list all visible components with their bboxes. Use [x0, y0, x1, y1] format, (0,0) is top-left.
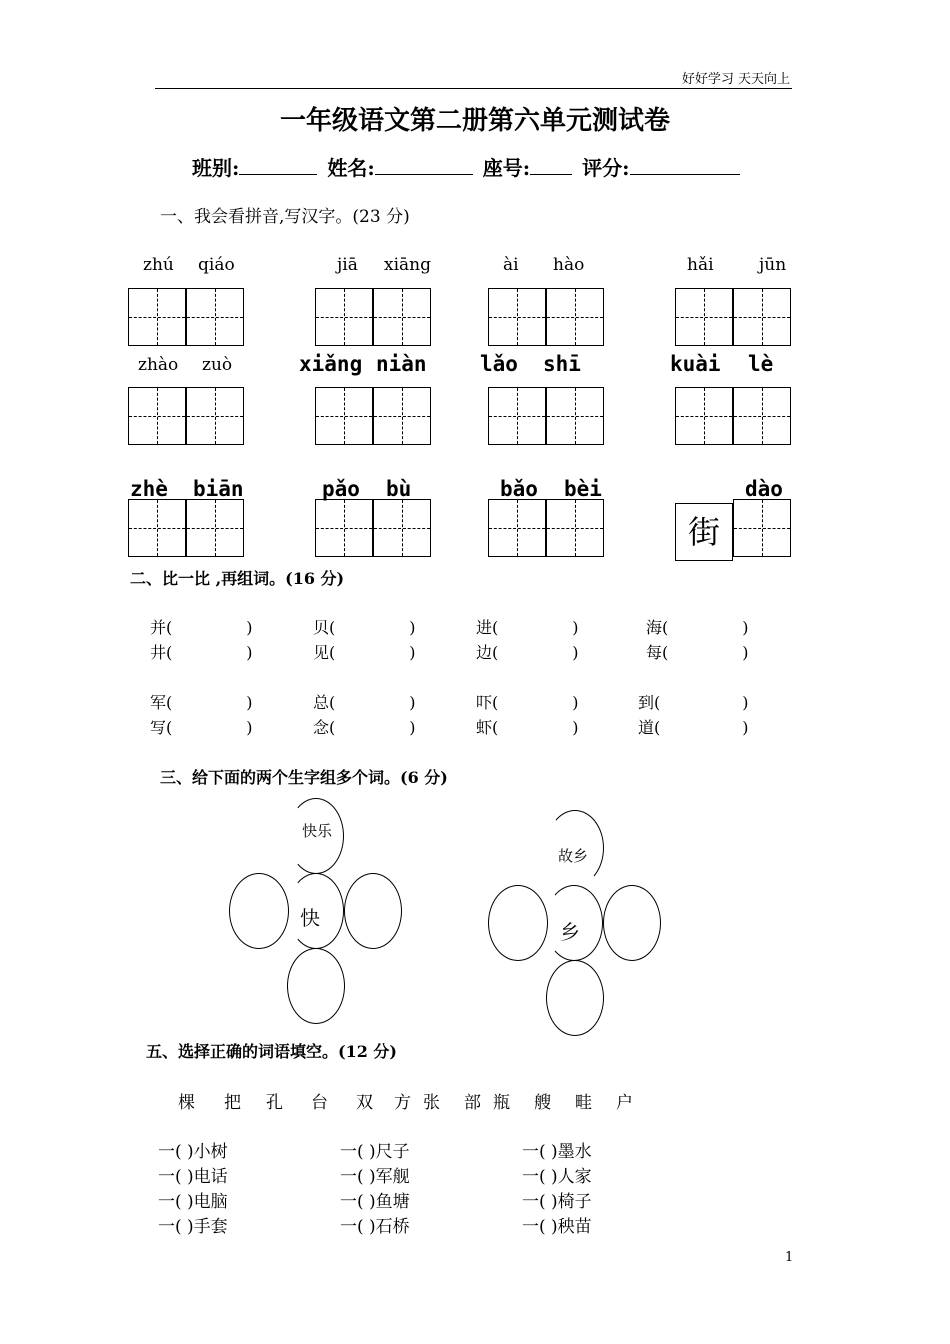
writing-cell[interactable]	[186, 499, 244, 557]
writing-cell[interactable]	[546, 499, 604, 557]
example-word: 快乐	[302, 822, 333, 840]
answer-oval[interactable]	[546, 960, 604, 1036]
pinyin: shī	[543, 352, 581, 376]
pinyin: hǎi	[687, 255, 714, 275]
fill-item: 一( )鱼塘	[340, 1192, 410, 1212]
pinyin: bèi	[564, 477, 602, 501]
fill-item: 一( )电脑	[158, 1192, 228, 1212]
compare-item: 贝( )	[313, 618, 416, 637]
score-label: 评分:	[582, 156, 630, 180]
word-bank-item: 部	[464, 1093, 481, 1113]
writing-cell[interactable]	[315, 288, 373, 346]
section1-heading: 一、我会看拼音,写汉字。(23 分)	[160, 207, 410, 227]
pinyin: jiā	[337, 255, 358, 275]
writing-cell[interactable]	[373, 288, 431, 346]
header-motto: 好好学习 天天向上	[681, 72, 790, 87]
word-bank-item: 方	[394, 1093, 411, 1113]
writing-cell[interactable]	[315, 499, 373, 557]
score-blank[interactable]	[630, 154, 740, 175]
compare-item: 念( )	[313, 718, 416, 737]
pinyin: xiǎng	[299, 352, 363, 376]
pinyin: zhú	[143, 255, 174, 275]
answer-oval[interactable]	[229, 873, 289, 949]
pinyin: bǎo	[500, 477, 538, 501]
student-info-line	[192, 152, 750, 181]
compare-item: 写( )	[150, 718, 253, 737]
word-bank-item: 孔	[266, 1093, 283, 1113]
writing-cell[interactable]	[675, 387, 733, 445]
compare-item: 虾( )	[476, 718, 579, 737]
given-char-cell: 街	[675, 503, 733, 561]
writing-cell[interactable]	[546, 387, 604, 445]
section3-heading: 三、给下面的两个生字组多个词。(6 分)	[160, 768, 448, 787]
pinyin: bù	[386, 477, 412, 501]
section5-heading: 五、选择正确的词语填空。(12 分)	[146, 1042, 397, 1061]
pinyin: hào	[553, 255, 585, 275]
compare-item: 道( )	[638, 718, 749, 737]
fill-item: 一( )秧苗	[522, 1217, 592, 1237]
compare-item: 吓( )	[476, 693, 579, 712]
word-bank-item: 艘	[534, 1093, 551, 1113]
writing-cell[interactable]	[733, 387, 791, 445]
word-bank-item: 棵	[178, 1093, 195, 1113]
pinyin: biān	[193, 477, 244, 501]
word-bank-item: 张	[423, 1093, 440, 1113]
pinyin: niàn	[376, 352, 427, 376]
pinyin: lè	[748, 352, 774, 376]
pinyin: dào	[745, 477, 783, 501]
writing-cell[interactable]	[128, 387, 186, 445]
answer-oval[interactable]	[488, 885, 548, 961]
compare-item: 每( )	[646, 643, 749, 662]
writing-cell[interactable]	[186, 387, 244, 445]
answer-oval[interactable]	[287, 948, 345, 1024]
pinyin: xiāng	[384, 255, 431, 275]
word-bank-item: 台	[311, 1093, 328, 1113]
word-bank-item: 双	[356, 1093, 373, 1113]
seat-blank[interactable]	[530, 154, 572, 175]
writing-cell[interactable]	[186, 288, 244, 346]
pinyin: kuài	[670, 352, 721, 376]
pinyin: zhè	[130, 477, 168, 501]
name-label: 姓名:	[327, 156, 375, 180]
writing-cell[interactable]	[373, 387, 431, 445]
fill-item: 一( )尺子	[340, 1142, 410, 1162]
word-bank-item: 瓶	[493, 1093, 510, 1113]
compare-item: 进( )	[476, 618, 579, 637]
name-blank[interactable]	[375, 154, 473, 175]
pinyin: lǎo	[480, 352, 518, 376]
writing-cell[interactable]	[315, 387, 373, 445]
writing-cell[interactable]	[488, 387, 546, 445]
pinyin: qiáo	[198, 255, 235, 275]
example-word: 故乡	[558, 847, 589, 865]
fill-item: 一( )墨水	[522, 1142, 592, 1162]
answer-oval[interactable]	[344, 873, 402, 949]
fill-item: 一( )小树	[158, 1142, 228, 1162]
fill-item: 一( )椅子	[522, 1192, 592, 1212]
word-bank-item: 把	[224, 1093, 241, 1113]
compare-item: 见( )	[313, 643, 416, 662]
center-char: 快	[300, 906, 320, 930]
pinyin: zuò	[202, 355, 233, 375]
compare-item: 井( )	[150, 643, 253, 662]
answer-oval[interactable]	[603, 885, 661, 961]
writing-cell[interactable]	[373, 499, 431, 557]
writing-cell[interactable]	[128, 499, 186, 557]
writing-cell[interactable]	[128, 288, 186, 346]
word-bank-item: 畦	[575, 1093, 592, 1113]
word-bank-item: 户	[616, 1093, 633, 1113]
writing-cell[interactable]	[733, 288, 791, 346]
class-blank[interactable]	[239, 154, 317, 175]
pinyin: pǎo	[322, 477, 360, 501]
fill-item: 一( )石桥	[340, 1217, 410, 1237]
fill-item: 一( )电话	[158, 1167, 228, 1187]
center-char: 乡	[560, 920, 580, 944]
compare-item: 军( )	[150, 693, 253, 712]
compare-item: 总( )	[313, 693, 416, 712]
compare-item: 并( )	[150, 618, 253, 637]
pinyin: ài	[503, 255, 519, 275]
word-bank	[178, 1088, 633, 1113]
section2-heading: 二、比一比 ,再组词。(16 分)	[130, 569, 345, 588]
fill-item: 一( )手套	[158, 1217, 228, 1237]
writing-cell[interactable]	[546, 288, 604, 346]
class-label: 班别:	[192, 156, 240, 180]
page-number: 1	[785, 1250, 794, 1265]
page-title: 一年级语文第二册第六单元测试卷	[279, 106, 670, 136]
writing-cell[interactable]	[488, 499, 546, 557]
writing-cell[interactable]	[733, 499, 791, 557]
writing-cell[interactable]	[488, 288, 546, 346]
fill-item: 一( )人家	[522, 1167, 592, 1187]
compare-item: 边( )	[476, 643, 579, 662]
compare-item: 海( )	[646, 618, 749, 637]
seat-label: 座号:	[482, 156, 531, 180]
compare-item: 到( )	[638, 693, 749, 712]
header-divider	[155, 88, 792, 89]
fill-item: 一( )军舰	[340, 1167, 410, 1187]
pinyin: jūn	[759, 255, 787, 275]
writing-cell[interactable]	[675, 288, 733, 346]
pinyin: zhào	[138, 355, 179, 375]
